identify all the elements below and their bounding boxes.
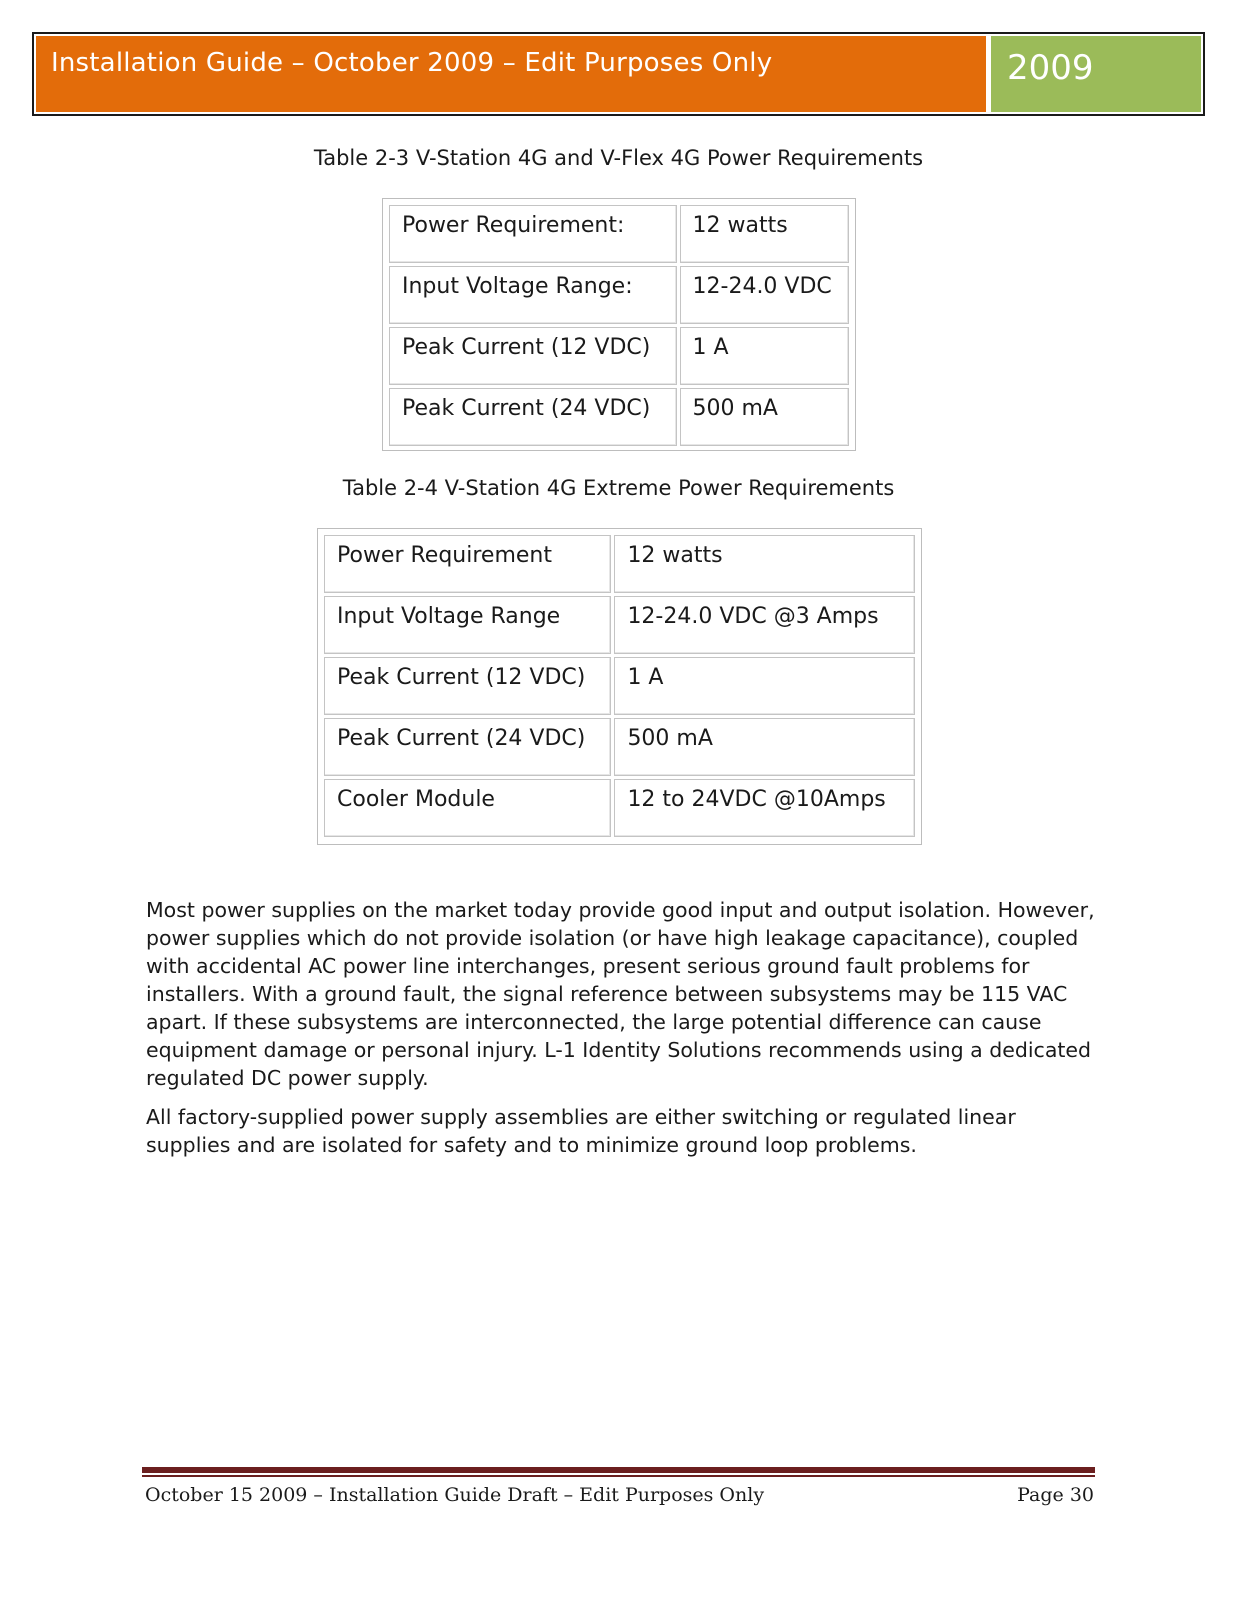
header-title: Installation Guide – October 2009 – Edit Purposes Only <box>51 48 773 78</box>
table-2-4 <box>317 528 922 845</box>
table-cell-value: 500 mA <box>680 388 849 446</box>
table-cell-label: Power Requirement <box>324 535 611 593</box>
table-cell-value: 12-24.0 VDC <box>680 266 849 324</box>
table-row <box>389 327 849 385</box>
page-number: Page 30 <box>1017 1484 1094 1506</box>
table-row <box>324 657 915 715</box>
header-title-bar <box>36 36 986 112</box>
table-row <box>324 779 915 837</box>
header-year: 2009 <box>1007 48 1094 88</box>
table-row <box>389 388 849 446</box>
table-cell-label: Input Voltage Range <box>324 596 611 654</box>
table-cell-label: Power Requirement: <box>389 205 677 263</box>
table-2-3 <box>382 198 856 451</box>
table-row <box>324 535 915 593</box>
footer-rule-thin <box>142 1475 1095 1477</box>
table-cell-value: 1 A <box>614 657 915 715</box>
table-cell-label: Peak Current (12 VDC) <box>389 327 677 385</box>
table-row <box>389 266 849 324</box>
footer-rule <box>142 1467 1095 1473</box>
table-cell-label: Cooler Module <box>324 779 611 837</box>
table-cell-value: 12 to 24VDC @10Amps <box>614 779 915 837</box>
table-2-3-caption: Table 2-3 V-Station 4G and V-Flex 4G Power Requirements <box>313 146 924 170</box>
table-cell-label: Input Voltage Range: <box>389 266 677 324</box>
footer-text: October 15 2009 – Installation Guide Draft – Edit Purposes Only <box>145 1484 765 1506</box>
body-paragraph-isolation: Most power supplies on the market today provide good input and output isolation. However, power supplies which do not provide isolation (or have high leakage capacitance), coupled with accidental AC power line interchanges, present serious ground fault problems for installers. With a ground fault, the signal reference between subsystems may be 115 VAC apart. If these subsystems are interconnected, the large potential difference can cause equipment damage or personal injury. L-1 Identity Solutions recommends using a dedicated regulated DC power supply. <box>146 898 1095 1090</box>
body-paragraph-factory-supplies: All factory-supplied power supply assemblies are either switching or regulated linear supplies and are isolated for safety and to minimize ground loop problems. <box>146 1105 1016 1157</box>
table-cell-value: 12 watts <box>614 535 915 593</box>
table-2-4-caption: Table 2-4 V-Station 4G Extreme Power Requirements <box>342 476 895 500</box>
table-cell-value: 12-24.0 VDC @3 Amps <box>614 596 915 654</box>
table-cell-label: Peak Current (24 VDC) <box>324 718 611 776</box>
table-cell-value: 500 mA <box>614 718 915 776</box>
header-year-box <box>991 36 1201 112</box>
table-row <box>389 205 849 263</box>
table-cell-label: Peak Current (24 VDC) <box>389 388 677 446</box>
table-row <box>324 596 915 654</box>
table-cell-label: Peak Current (12 VDC) <box>324 657 611 715</box>
table-cell-value: 12 watts <box>680 205 849 263</box>
table-row <box>324 718 915 776</box>
table-cell-value: 1 A <box>680 327 849 385</box>
